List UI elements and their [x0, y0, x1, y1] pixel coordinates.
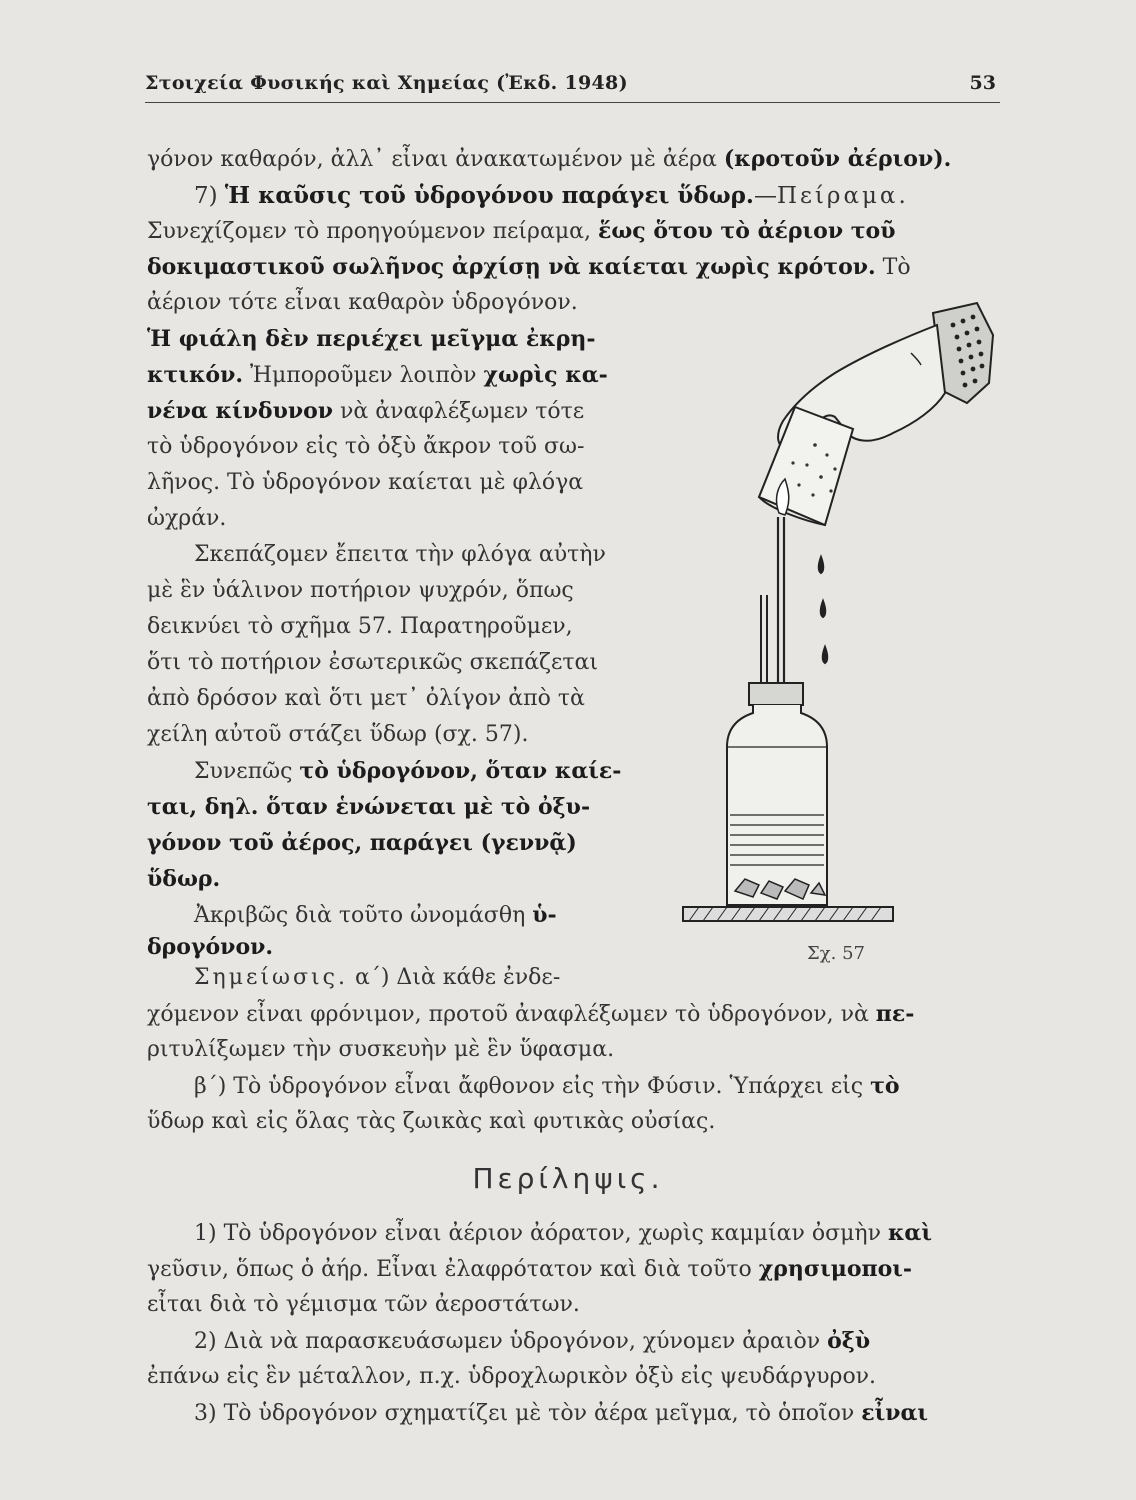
page-number: 53	[969, 72, 996, 94]
text-line: Συνεπῶς τὸ ὑδρογόνον, ὅταν καίε-	[194, 758, 622, 784]
summary-line: γεῦσιν, ὅπως ὁ ἀήρ. Εἶναι ἐλαφρότατον καὶ διὰ τοῦτο χρησιμοποι-	[147, 1256, 913, 1282]
summary-line: 3) Τὸ ὑδρογόνον σχηματίζει μὲ τὸν ἀέρα μεῖγμα, τὸ ὁποῖον εἶναι	[194, 1400, 929, 1426]
text-line: ριτυλίξωμεν τὴν συσκευὴν μὲ ἓν ὕφασμα.	[147, 1037, 615, 1062]
bottle-icon	[727, 705, 827, 905]
summary-line: εἶται διὰ τὸ γέμισμα τῶν ἀεροστάτων.	[147, 1292, 580, 1317]
text-line: δεικνύει τὸ σχῆμα 57. Παρατηροῦμεν,	[147, 614, 573, 639]
summary-line: ἐπάνω εἰς ἓν μέταλλον, π.χ. ὑδροχλωρικὸν ὀξὺ εἰς ψευδάργυρον.	[147, 1364, 877, 1389]
section-heading-line: 7) Ἡ καῦσις τοῦ ὑδρογόνου παράγει ὕδωρ.—Πείραμα.	[194, 182, 909, 209]
water-drop-icon	[819, 557, 824, 573]
figure-caption: Σχ. 57	[807, 943, 865, 964]
text-line: ται, δηλ. ὅταν ἑνώνεται μὲ τὸ ὀξυ-	[147, 794, 591, 820]
text-line: λῆνος. Τὸ ὑδρογόνον καίεται μὲ φλόγα	[147, 470, 584, 495]
text-line: ὠχράν.	[147, 506, 227, 531]
text-line: ἀέριον τότε εἶναι καθαρὸν ὑδρογόνον.	[147, 290, 578, 315]
text-line: χείλη αὐτοῦ στάζει ὕδωρ (σχ. 57).	[147, 722, 529, 747]
text-line: ὕδωρ καὶ εἰς ὅλας τὰς ζωικὰς καὶ φυτικὰς οὐσίας.	[147, 1109, 716, 1134]
text-line: ἀπὸ δρόσον καὶ ὅτι μετ᾽ ὀλίγον ἀπὸ τὰ	[147, 686, 585, 711]
text-line: τὸ ὑδρογόνον εἰς τὸ ὀξὺ ἄκρον τοῦ σω-	[147, 434, 585, 459]
text-line: μὲ ἓν ὑάλινον ποτήριον ψυχρόν, ὅπως	[147, 578, 574, 603]
text-line: Ἀκριβῶς διὰ τοῦτο ὠνομάσθη ὑ-	[194, 902, 557, 928]
note-line: Σημείωσις. α΄) Διὰ κάθε ἐνδε-	[194, 965, 561, 990]
water-drop-icon	[821, 601, 826, 617]
text-line: χόμενον εἶναι φρόνιμον, προτοῦ ἀναφλέξωμεν τὸ ὑδρογόνον, νὰ πε-	[147, 1001, 915, 1027]
summary-heading: Περίληψις.	[472, 1162, 664, 1195]
text-line: Ἡ φιάλη δὲν περιέχει μεῖγμα ἐκρη-	[147, 326, 596, 352]
stopper-icon	[749, 683, 803, 705]
text-line: νένα κίνδυνον νὰ ἀναφλέξωμεν τότε	[147, 398, 585, 424]
text-line: Σκεπάζομεν ἔπειτα τὴν φλόγα αὐτὴν	[194, 542, 606, 567]
text-line: γόνον καθαρόν, ἀλλ᾽ εἶναι ἀνακατωμένον μὲ ἀέρα (κροτοῦν ἀέριον).	[147, 146, 952, 172]
running-header	[145, 70, 1000, 103]
summary-line: 2) Διὰ νὰ παρασκευάσωμεν ὑδρογόνον, χύνομεν ἀραιὸν ὀξὺ	[194, 1328, 871, 1354]
header-title: Στοιχεία Φυσικής καὶ Χημείας (Ἐκδ. 1948)	[145, 72, 628, 94]
text-line: Συνεχίζομεν τὸ προηγούμενον πείραμα, ἕως ὅτου τὸ ἀέριον τοῦ	[147, 218, 896, 244]
water-drop-icon	[823, 647, 828, 663]
summary-line: 1) Τὸ ὑδρογόνον εἶναι ἀέριον ἀόρατον, χωρὶς καμμίαν ὀσμὴν καὶ	[194, 1220, 933, 1246]
text-line: δρογόνον.	[147, 934, 274, 960]
text-line: ὅτι τὸ ποτήριον ἐσωτερικῶς σκεπάζεται	[147, 650, 599, 675]
glass-beaker-icon	[759, 407, 853, 525]
text-line: δοκιμαστικοῦ σωλῆνος ἀρχίσῃ νὰ καίεται χωρὶς κρότον. Τὸ	[147, 254, 911, 280]
figure-57	[675, 295, 1005, 935]
text-line: ὕδωρ.	[147, 866, 221, 892]
text-line: γόνον τοῦ ἀέρος, παράγει (γεννᾷ)	[147, 830, 577, 856]
text-line: β΄) Τὸ ὑδρογόνον εἶναι ἄφθονον εἰς τὴν Φύσιν. Ὑπάρχει εἰς τὸ	[194, 1073, 900, 1099]
hand-holding-glass-over-burning-hydrogen-jet-icon	[683, 303, 993, 921]
text-line: κτικόν. Ἠμποροῦμεν λοιπὸν χωρὶς κα-	[147, 362, 608, 388]
